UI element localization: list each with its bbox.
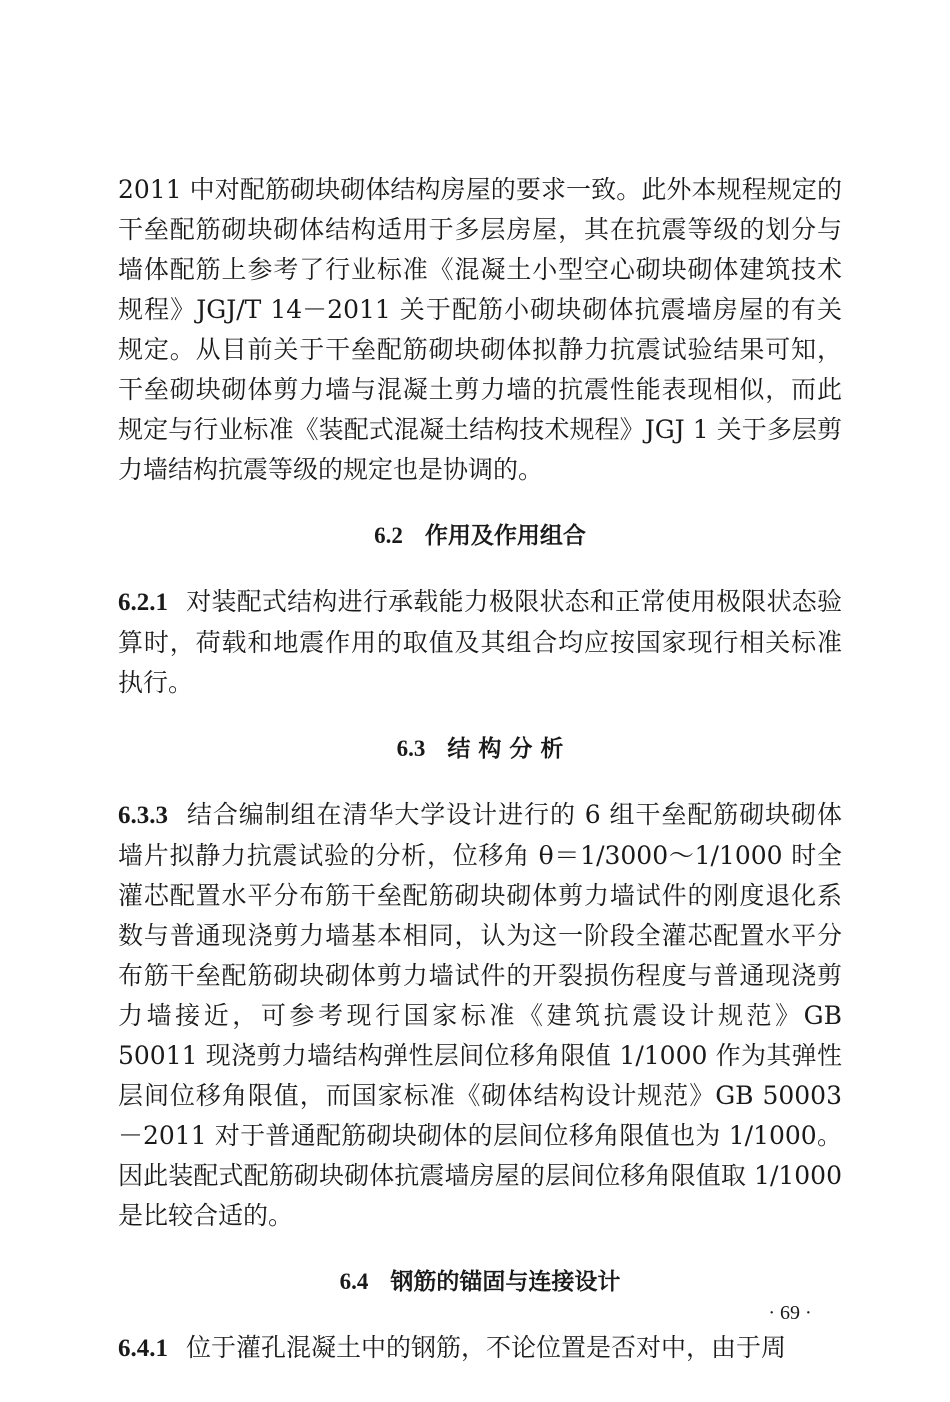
clause-number: 6.3.3 [118,802,168,829]
section-number: 6.2 [374,523,403,548]
clause-text: 结合编制组在清华大学设计进行的 6 组干垒配筋砌块砌体墙片拟静力抗震试验的分析，位移角 θ＝1/3000～1/1000 时全灌芯配置水平分布筋干垒配筋砌块砌体剪力墙试件的刚度退化系数与普通现浇剪力墙基本相同，认为这一阶段全灌芯配置水平分布筋干垒配筋砌块砌体剪力墙试件的开裂损伤程度与普通现浇剪力墙接近，可参考现行国家标准《建筑抗震设计规范》GB 50011 现浇剪力墙结构弹性层间位移角限值 1/1000 作为其弹性层间位移角限值，而国家标准《砌体结构设计规范》GB 50003－2011 对于普通配筋砌块砌体的层间位移角限值也为 1/1000。因此装配式配筋砌块砌体抗震墙房屋的层间位移角限值取 1/1000 是比较合适的。 [118,800,842,1230]
page-body [118,170,842,1369]
intro-paragraph: 2011 中对配筋砌块砌体结构房屋的要求一致。此外本规程规定的干垒配筋砌块砌体结构适用于多层房屋，其在抗震等级的划分与墙体配筋上参考了行业标准《混凝土小型空心砌块砌体建筑技术规程》JGJ/T 14－2011 关于配筋小砌块砌体抗震墙房屋的有关规定。从目前关于干垒配筋砌块砌体拟静力抗震试验结果可知，干垒砌块砌体剪力墙与混凝土剪力墙的抗震性能表现相似，而此规定与行业标准《装配式混凝土结构技术规程》JGJ 1 关于多层剪力墙结构抗震等级的规定也是协调的。 [118,175,842,484]
clause-6-4-1 [118,1328,842,1369]
section-title: 钢筋的锚固与连接设计 [390,1269,621,1295]
section-title: 作用及作用组合 [424,523,586,549]
section-heading-6-3 [118,729,842,769]
clause-text: 对装配式结构进行承载能力极限状态和正常使用极限状态验算时，荷载和地震作用的取值及其组合均应按国家现行相关标准执行。 [118,587,842,697]
clause-6-3-3 [118,795,842,1236]
page-number: · 69 · [768,1302,812,1324]
clause-number: 6.4.1 [118,1335,168,1362]
section-heading-6-4 [118,1262,842,1302]
section-number: 6.3 [396,736,426,761]
section-title: 结 构 分 析 [447,736,564,762]
section-number: 6.4 [339,1269,369,1294]
clause-6-2-1 [118,582,842,703]
clause-text: 位于灌孔混凝土中的钢筋，不论位置是否对中，由于周 [186,1333,787,1362]
section-heading-6-2 [118,516,842,556]
clause-number: 6.2.1 [118,589,168,616]
